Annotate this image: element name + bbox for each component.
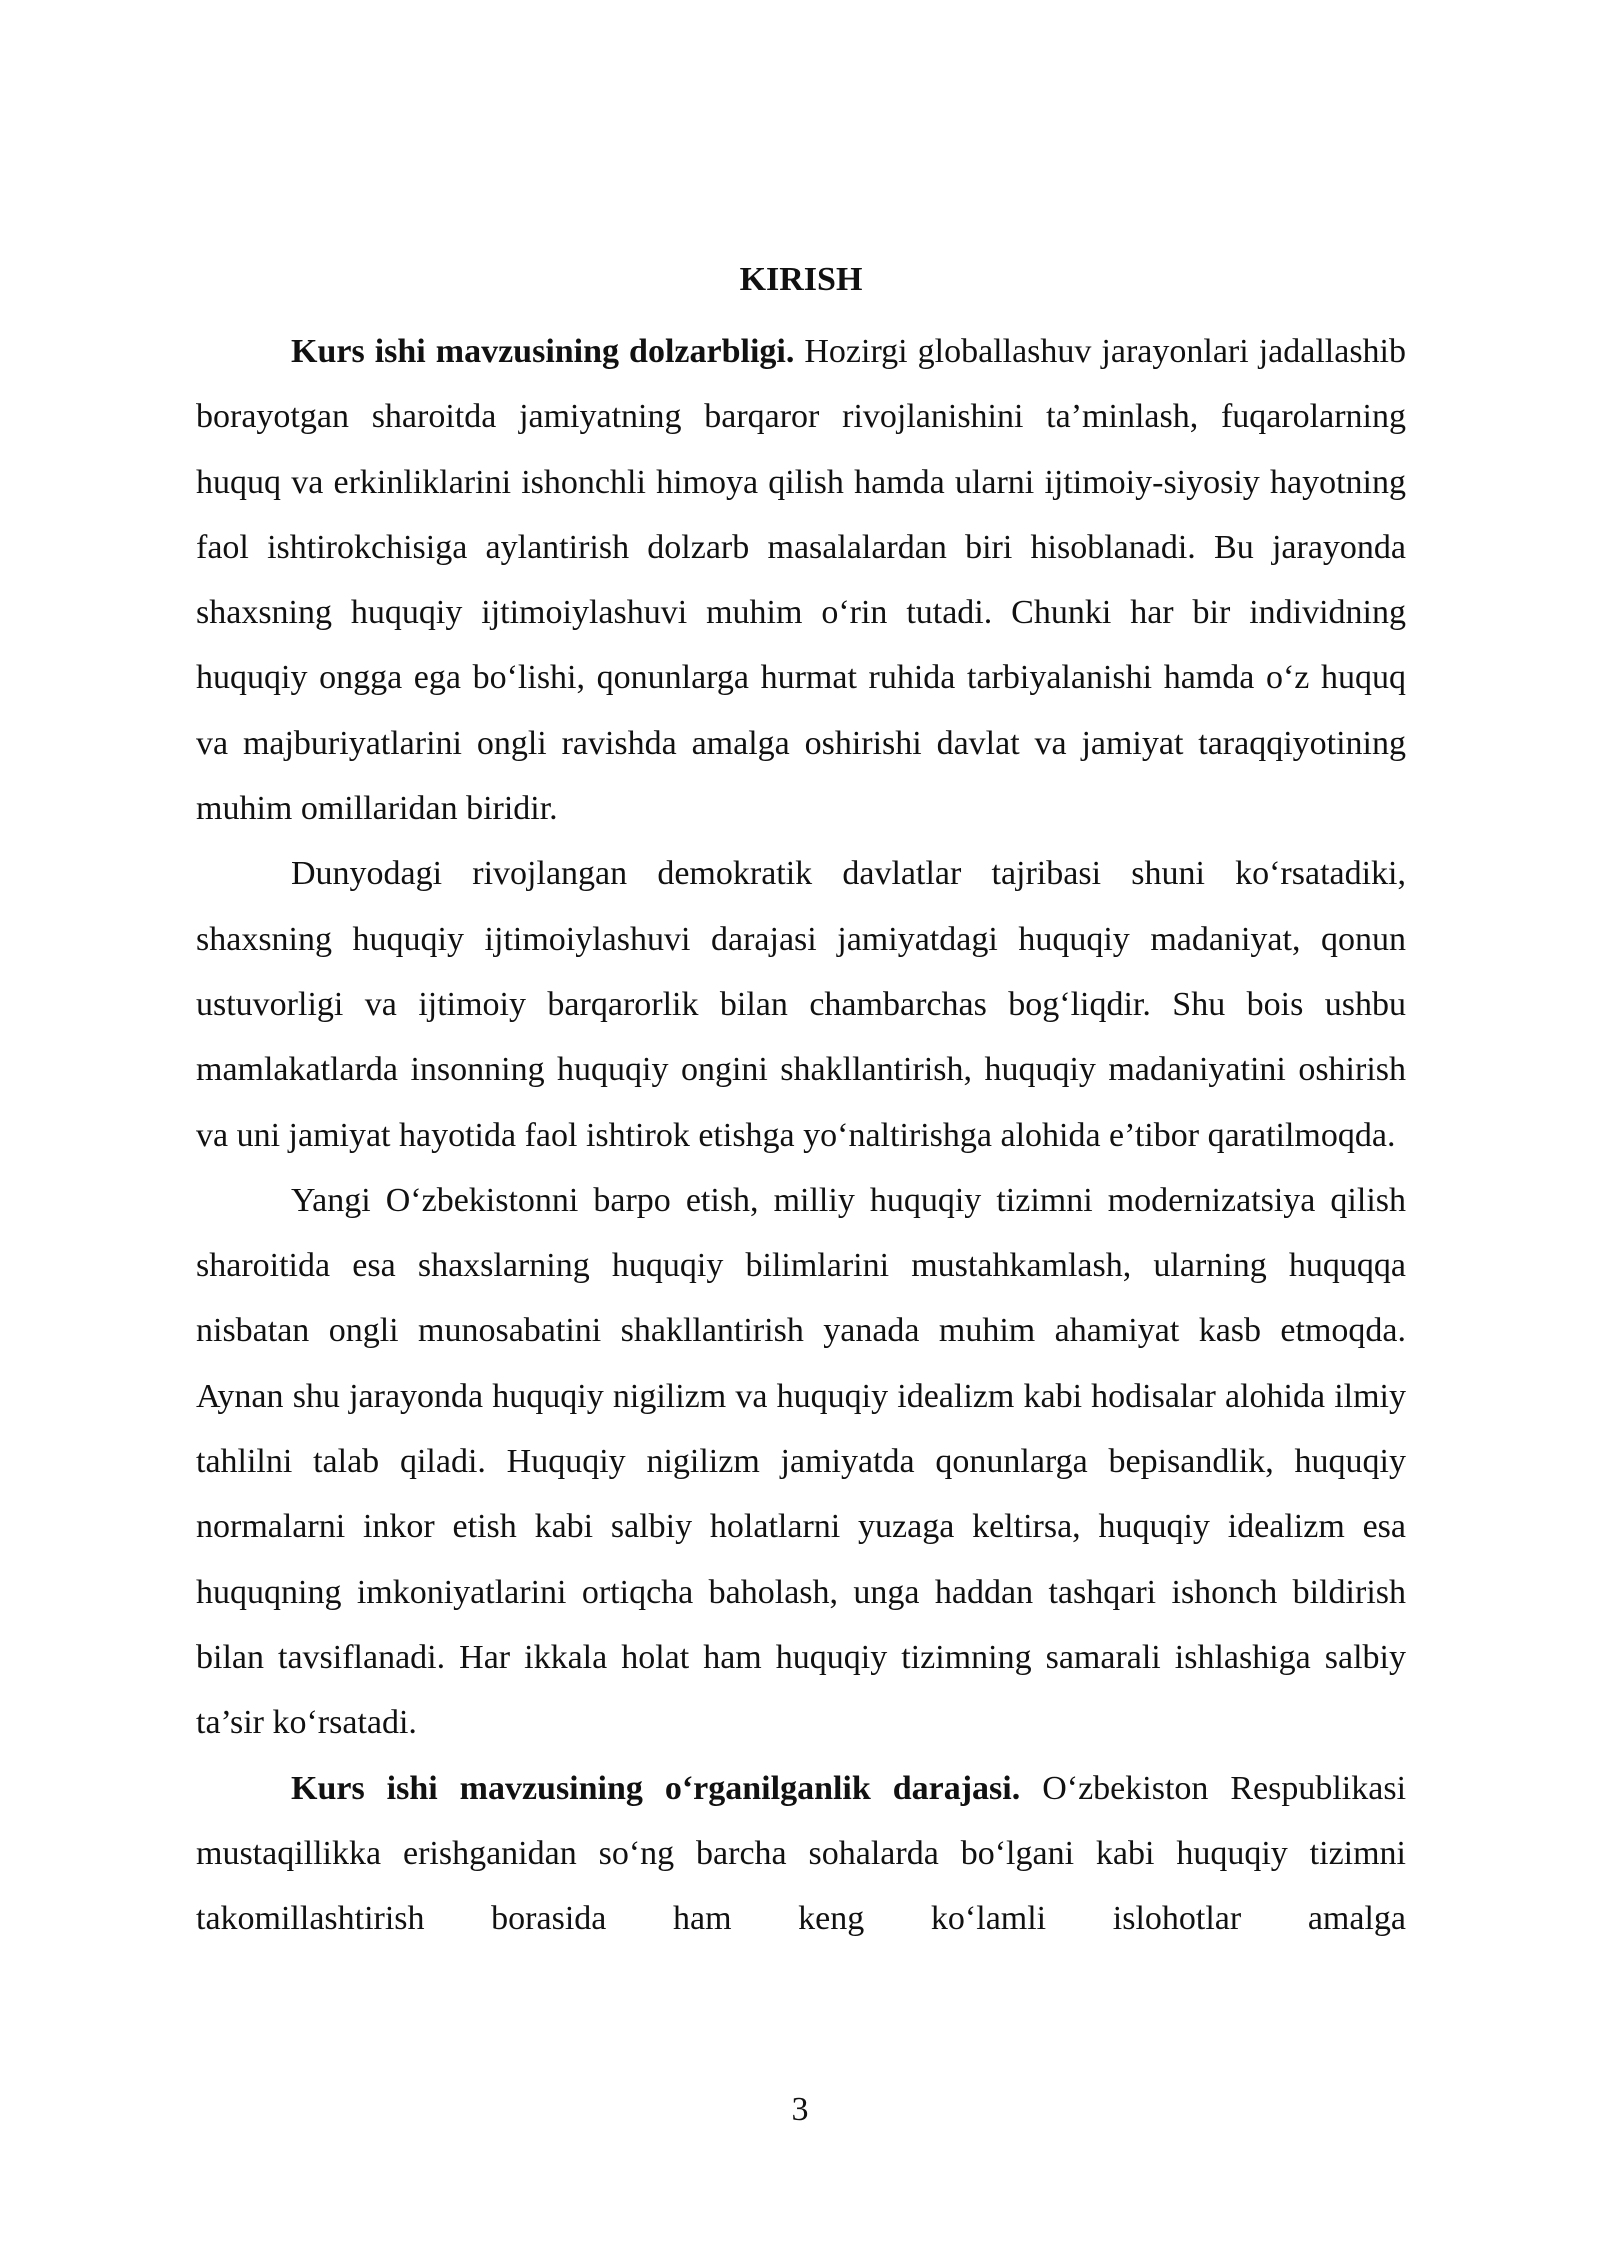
paragraph-study-level (196, 1756, 1406, 1952)
paragraph-text: Hozirgi globallashuv jarayonlari jadallashib borayotgan sharoitda jamiyatning barqaror rivojlanishini ta’minlash, fuqarolarning huquq va erkinliklarini ishonchli himoya qilish hamda ularni ijtimoiy-siyosiy hayotning faol ishtirokchisiga aylantirish dolzarb masalalardan biri hisoblanadi. Bu jarayonda shaxsning huquqiy ijtimoiylashuvi muhim o‘rin tutadi. Chunki har bir individning huquqiy ongga ega bo‘lishi, qonunlarga hurmat ruhida tarbiyalanishi hamda o‘z huquq va majburiyatlarini ongli ravishda amalga oshirishi davlat va jamiyat taraqqiyotining muhim omillaridan biridir. (196, 333, 1406, 828)
page-number: 3 (791, 2091, 809, 2128)
paragraph-lead: Kurs ishi mavzusining dolzarbligi. (291, 333, 795, 370)
paragraph-experience (196, 841, 1406, 1167)
paragraph-text: Yangi O‘zbekistonni barpo etish, milliy huquqiy tizimni modernizatsiya qilish sharoitida esa shaxslarning huquqiy bilimlarini mustahkamlash, ularning huquqqa nisbatan ongli munosabatini shakllantirish yanada muhim ahamiyat kasb etmoqda. Aynan shu jarayonda huquqiy nigilizm va huquqiy idealizm kabi hodisalar alohida ilmiy tahlilni talab qiladi. Huquqiy nigilizm jamiyatda qonunlarga bepisandlik, huquqiy normalarni inkor etish kabi salbiy holatlarni yuzaga keltirsa, huquqiy idealizm esa huquqning imkoniyatlarini ortiqcha baholash, unga haddan tashqari ishonch bildirish bilan tavsiflanadi. Har ikkala holat ham huquqiy tizimning samarali ishlashiga salbiy ta’sir ko‘rsatadi. (196, 1181, 1406, 1742)
section-title: KIRISH (739, 261, 863, 298)
paragraph-new-uzbekistan (196, 1168, 1406, 1756)
paragraph-lead: Kurs ishi mavzusining o‘rganilganlik darajasi. (291, 1769, 1021, 1807)
paragraph-relevance (196, 319, 1406, 841)
paragraph-text: Dunyodagi rivojlangan demokratik davlatlar tajribasi shuni ko‘rsatadiki, shaxsning huquqiy ijtimoiylashuvi darajasi jamiyatdagi huquqiy madaniyat, qonun ustuvorligi va ijtimoiy barqarorlik bilan chambarchas bog‘liqdir. Shu bois ushbu mamlakatlarda insonning huquqiy ongini shakllantirish, huquqiy madaniyatini oshirish va uni jamiyat hayotida faol ishtirok etishga yo‘naltirishga alohida e’tibor qaratilmoqda. (196, 855, 1406, 1154)
document-page (196, 255, 1406, 1951)
paragraph-text: O‘zbekiston Respublikasi mustaqillikka erishganidan so‘ng barcha sohalarda bo‘lgani kabi huquqiy tizimni takomillashtirish borasida ham keng ko‘lamli islohotlar amalga (196, 1769, 1407, 1938)
